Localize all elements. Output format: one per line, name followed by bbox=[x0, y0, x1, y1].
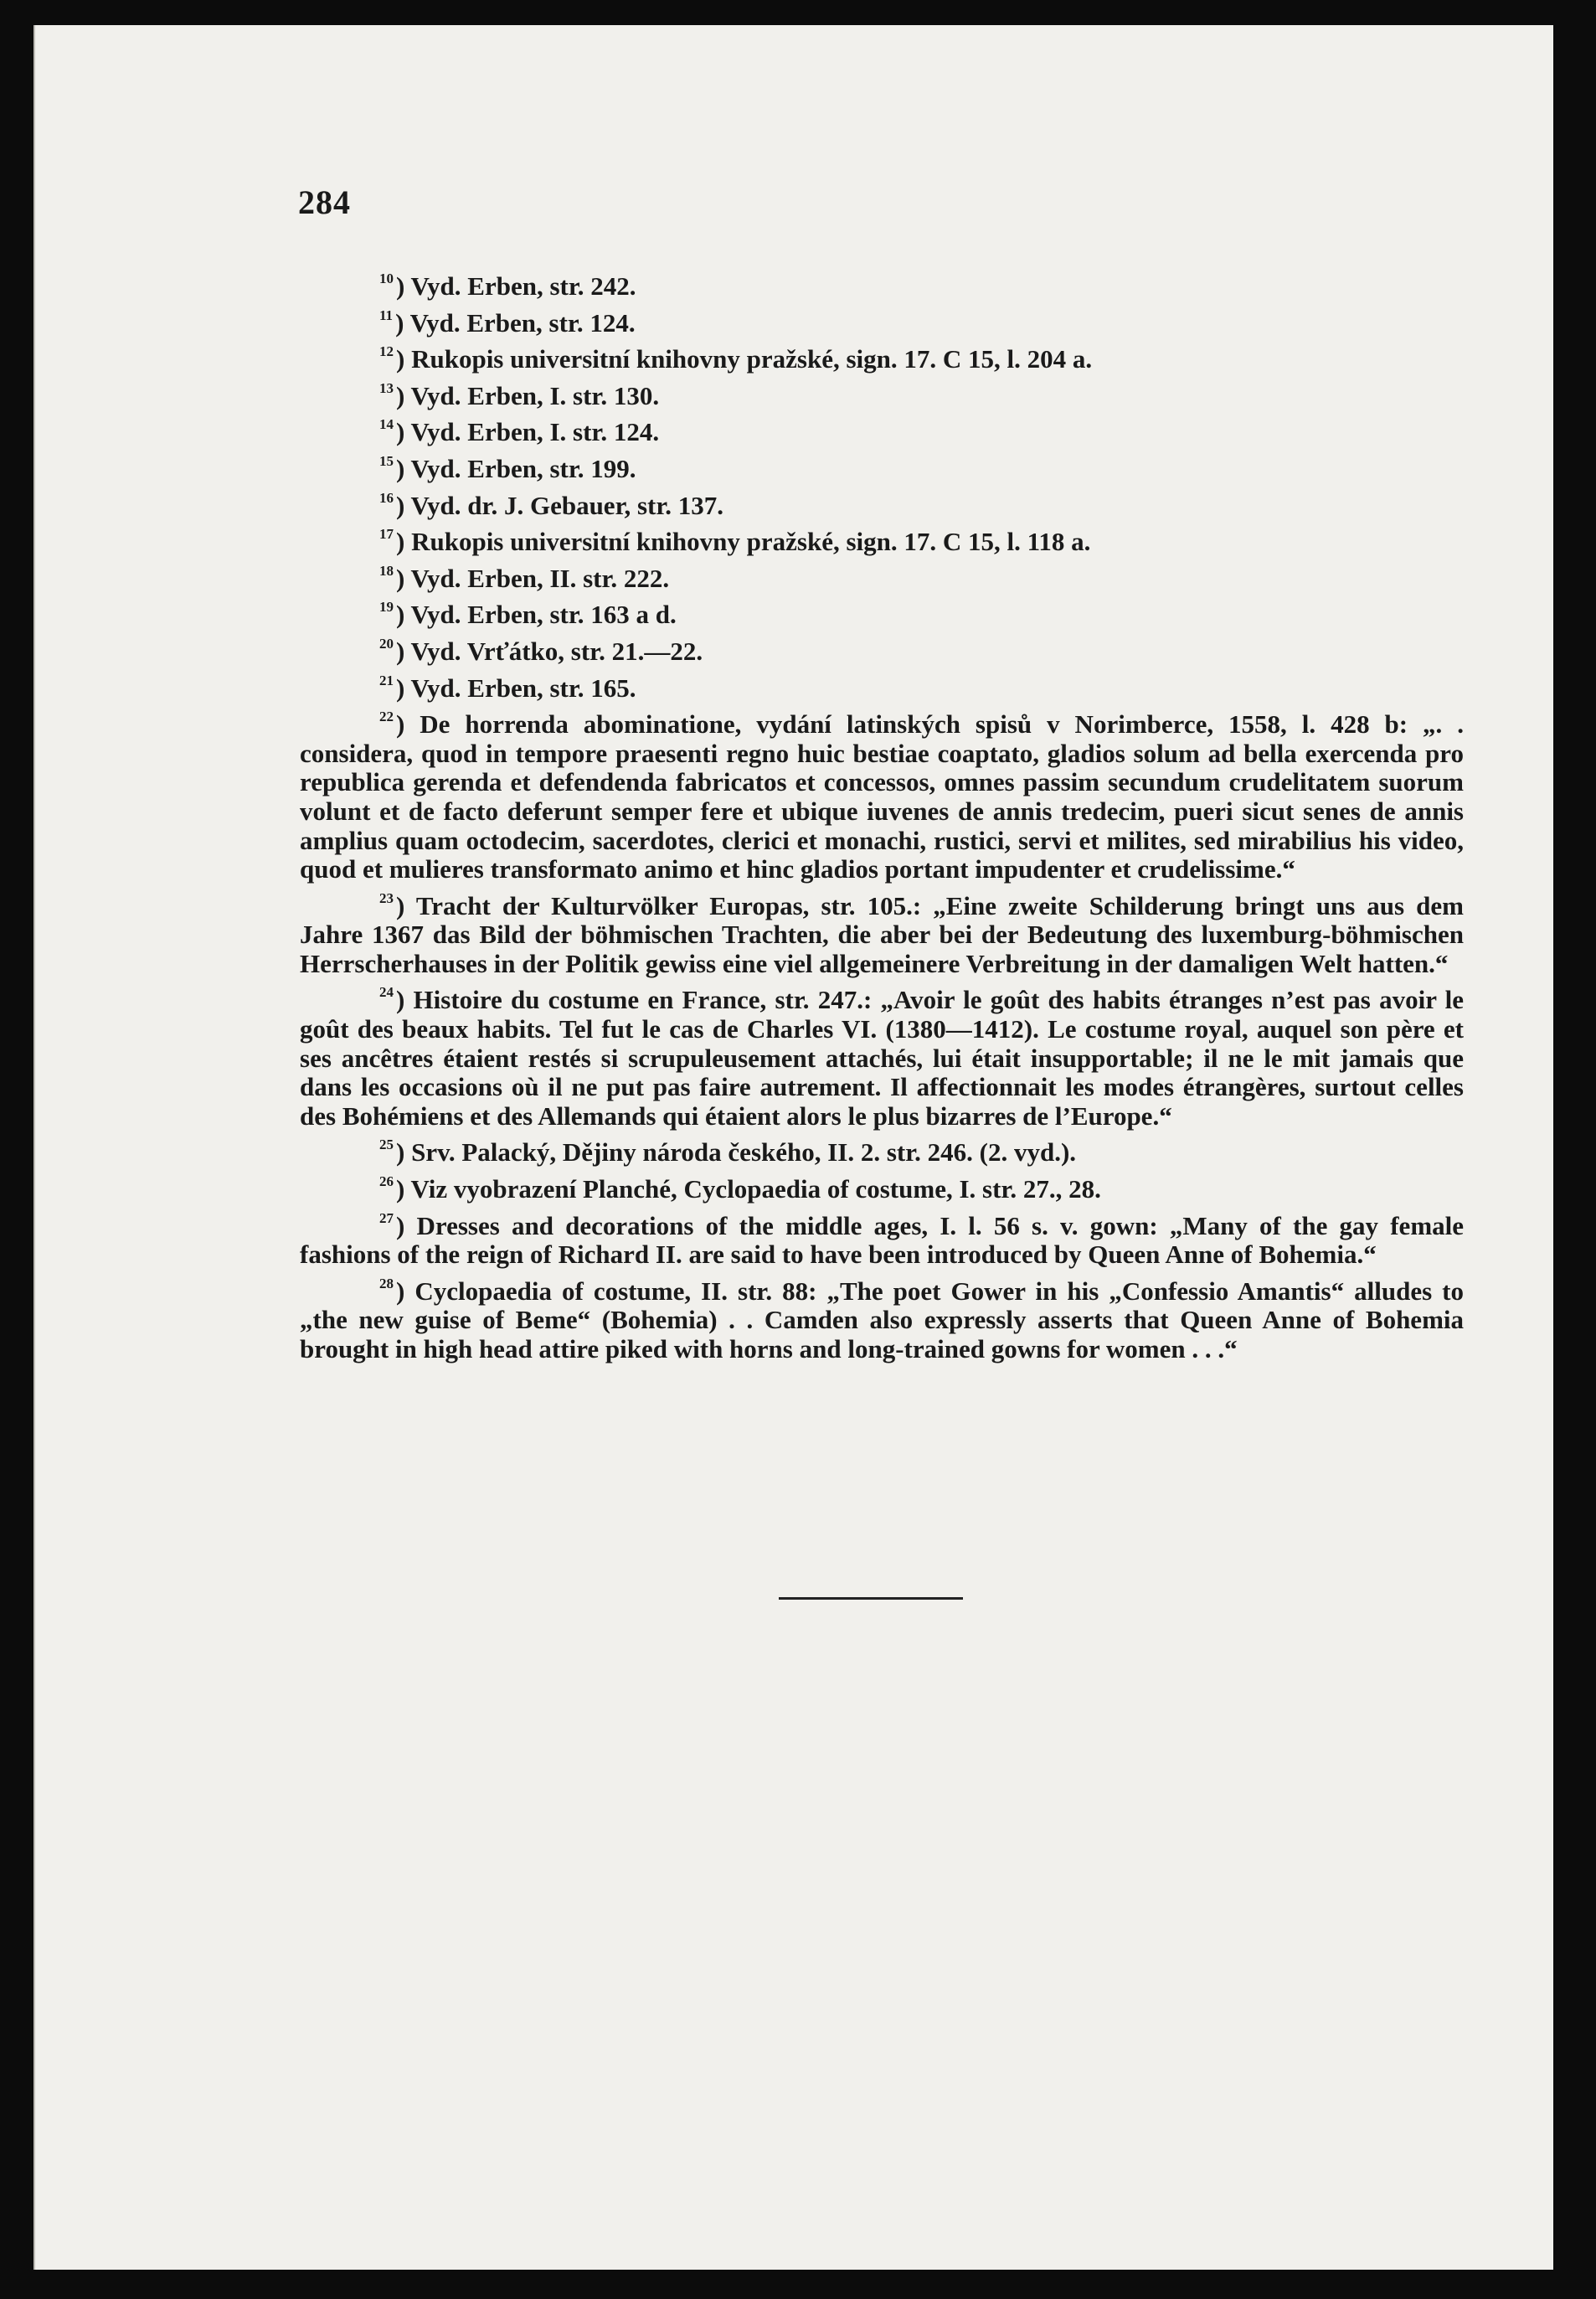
footnote-number: 28 bbox=[379, 1275, 394, 1291]
footnote-text: Vyd. Vrťátko, str. 21.—22. bbox=[410, 636, 703, 666]
footnote: $^{12}$) Rukopis universitní knihovny pražské, sign. 17. C 15, l. 204 a. bbox=[379, 343, 1093, 374]
footnote-text: Tracht der Kulturvölker Europas, str. 105.: „Eine zweite Schilderung bringt uns aus dem Jahre 1367 das Bild der böhmischen Trachten, die aber bei der Bedeutung des luxemburg-böhmischen Herrscherhauses in der Politik gewiss eine viel allgemeinere Verbreitung in der damaligen Welt hatten.“ bbox=[300, 890, 1464, 978]
end-rule bbox=[779, 1597, 963, 1600]
footnotes bbox=[300, 265, 1464, 1364]
footnote-text: Vyd. Erben, I. str. 124. bbox=[410, 417, 660, 447]
footnote: $^{24}$) Histoire du costume en France, str. 247.: „Avoir le goût des habits étranges n’est pas avoir le goût des beaux habits. Tel fut le cas de Charles VI. (1380—1412). Le costume royal, auquel son père et ses ancêtres étaient restés si scrupuleusement attachés, lui était insupportable; il ne le mit jamais que dans les occasions où il ne put pas faire autrement. Il affectionnait les modes étrangères, surtout celles des Bohémiens et des Allemands qui étaient alors le plus bizarres de l’Europe.“ bbox=[300, 984, 1464, 1131]
footnote: $^{26}$) Viz vyobrazení Planché, Cyclopaedia of costume, I. str. 27., 28. bbox=[379, 1173, 1101, 1204]
page-number: 284 bbox=[298, 183, 351, 221]
footnote: $^{10}$) Vyd. Erben, str. 242. bbox=[379, 271, 636, 301]
footnote-text: Cyclopaedia of costume, II. str. 88: „The poet Gower in his „Confessio Amantis“ alludes to „the new guise of Beme“ (Bohemia) . . Camden also expressly asserts that Queen Anne of Bohemia brought in high head attire piked with horns and long-trained gowns for women . . .“ bbox=[300, 1276, 1464, 1363]
footnote-number: 11 bbox=[379, 307, 394, 323]
footnote-text: Vyd. Erben, I. str. 130. bbox=[410, 380, 660, 410]
footnote-number: 24 bbox=[379, 984, 394, 1001]
footnote-number: 15 bbox=[379, 452, 394, 469]
footnote: $^{19}$) Vyd. Erben, str. 163 a d. bbox=[379, 599, 677, 630]
footnote: $^{21}$) Vyd. Erben, str. 165. bbox=[379, 672, 636, 703]
footnote-text: Vyd. Erben, str. 163 a d. bbox=[410, 600, 677, 630]
footnote: $^{20}$) Vyd. Vrťátko, str. 21.—22. bbox=[379, 635, 703, 666]
footnote: $^{11}$) Vyd. Erben, str. 124. bbox=[379, 307, 636, 338]
footnote: $^{15}$) Vyd. Erben, str. 199. bbox=[379, 452, 636, 483]
footnote-number: 21 bbox=[379, 672, 394, 688]
footnote: $^{16}$) Vyd. dr. J. Gebauer, str. 137. bbox=[379, 489, 724, 520]
footnote-number: 23 bbox=[379, 889, 394, 906]
footnote-text: Viz vyobrazení Planché, Cyclopaedia of costume, I. str. 27., 28. bbox=[410, 1174, 1101, 1204]
footnote-number: 27 bbox=[379, 1209, 394, 1226]
footnote: $^{27}$) Dresses and decorations of the middle ages, I. l. 56 s. v. gown: „Many of the gay female fashions of the reign of Richard II. are said to have been introduced by Queen Anne of Bohemia.“ bbox=[300, 1209, 1465, 1270]
footnote: $^{14}$) Vyd. Erben, I. str. 124. bbox=[379, 416, 660, 447]
footnote: $^{28}$) Cyclopaedia of costume, II. str. 88: „The poet Gower in his „Confessio Amantis“ alludes to „the new guise of Beme“ (Bohemia) . . Camden also expressly asserts that Queen Anne of Bohemia brought in high head attire piked with horns and long-trained gowns for women . . .“ bbox=[300, 1275, 1464, 1363]
footnote-text: Vyd. Erben, II. str. 222. bbox=[410, 563, 670, 593]
footnote-number: 26 bbox=[379, 1173, 394, 1190]
footnote-text: Rukopis universitní knihovny pražské, sign. 17. C 15, l. 118 a. bbox=[411, 527, 1091, 557]
footnote-number: 22 bbox=[379, 709, 394, 725]
footnote-number: 12 bbox=[379, 343, 394, 360]
footnote-number: 19 bbox=[379, 599, 394, 616]
footnote-text: Vyd. Erben, str. 242. bbox=[410, 271, 636, 301]
footnote-number: 13 bbox=[379, 379, 394, 396]
footnote-number: 10 bbox=[379, 271, 394, 286]
footnote-number: 25 bbox=[379, 1137, 394, 1153]
footnote-text: Vyd. Erben, str. 165. bbox=[410, 673, 636, 703]
footnote-text: Vyd. Erben, str. 199. bbox=[410, 453, 636, 483]
footnote: $^{18}$) Vyd. Erben, II. str. 222. bbox=[379, 562, 670, 593]
footnote-text: Srv. Palacký, Dějiny národa českého, II. 2. str. 246. (2. vyd.). bbox=[411, 1137, 1077, 1168]
footnote-text: Histoire du costume en France, str. 247.: „Avoir le goût des habits étranges n’est pas avoir le goût des beaux habits. Tel fut le cas de Charles VI. (1380—1412). Le costume royal, auquel son père et ses ancêtres étaient restés si scrupuleusement attachés, lui était insupportable; il ne le mit jamais que dans les occasions où il ne put pas faire autrement. Il affectionnait les modes étrangères, surtout celles des Bohémiens et des Allemands qui étaient alors le plus bizarres de l’Europe.“ bbox=[300, 985, 1464, 1131]
footnote-text: Vyd. Erben, str. 124. bbox=[409, 307, 636, 338]
footnote-number: 17 bbox=[379, 526, 394, 543]
footnote-text: Vyd. dr. J. Gebauer, str. 137. bbox=[410, 490, 724, 520]
footnote-number: 18 bbox=[379, 562, 394, 579]
document-page bbox=[33, 25, 1553, 2270]
footnote: $^{17}$) Rukopis universitní knihovny pražské, sign. 17. C 15, l. 118 a. bbox=[379, 526, 1091, 557]
footnote: $^{25}$) Srv. Palacký, Dějiny národa českého, II. 2. str. 246. (2. vyd.). bbox=[379, 1137, 1077, 1168]
footnote: $^{23}$) Tracht der Kulturvölker Europas, str. 105.: „Eine zweite Schilderung bringt uns aus dem Jahre 1367 das Bild der böhmischen Trachten, die aber bei der Bedeutung des luxemburg-böhmischen Herrscherhauses in der Politik gewiss eine viel allgemeinere Verbreitung in der damaligen Welt hatten.“ bbox=[300, 889, 1464, 978]
footnote-number: 14 bbox=[379, 416, 394, 433]
footnote: $^{13}$) Vyd. Erben, I. str. 130. bbox=[379, 379, 660, 410]
footnote: $^{22}$) De horrenda abominatione, vydání latinských spisů v Norimberce, 1558, l. 428 b: „. . considera, quod in tempore praesenti regno huic bestiae coaptato, gladios solum ad bella exercenda pro republica gerenda et defendenda fabricatos et concessos, omnes passim secundum crudelitatem suorum volunt et de facto deferunt semper fere et ubique iuvenes de annis tredecim, pueri sicut senes de annis amplius quam octodecim, sacerdotes, clerici et monachi, rustici, servi et milites, sed mirabilius his video, quod et mulieres transformato animo et hinc gladios portant impudenter et crudelissime.“ bbox=[300, 709, 1464, 884]
footnote-text: De horrenda abominatione, vydání latinských spisů v Norimberce, 1558, l. 428 b: „. . considera, quod in tempore praesenti regno huic bestiae coaptato, gladios solum ad bella exercenda pro republica gerenda et defendenda fabricatos et concessos, omnes passim secundum crudelitatem suorum volunt et de facto deferunt semper fere et ubique iuvenes de annis tredecim, pueri sicut senes de annis amplius quam octodecim, sacerdotes, clerici et monachi, rustici, servi et milites, sed mirabilius his video, quod et mulieres transformato animo et hinc gladios portant impudenter et crudelissime.“ bbox=[300, 709, 1464, 884]
footnote-text: Rukopis universitní knihovny pražské, sign. 17. C 15, l. 204 a. bbox=[411, 344, 1093, 374]
footnote-text: Dresses and decorations of the middle ages, I. l. 56 s. v. gown: „Many of the gay female fashions of the reign of Richard II. are said to have been introduced by Queen Anne of Bohemia.“ bbox=[300, 1210, 1465, 1270]
footnote-number: 16 bbox=[379, 489, 394, 506]
page-edge-line bbox=[33, 25, 35, 2270]
footnote-number: 20 bbox=[379, 635, 394, 652]
